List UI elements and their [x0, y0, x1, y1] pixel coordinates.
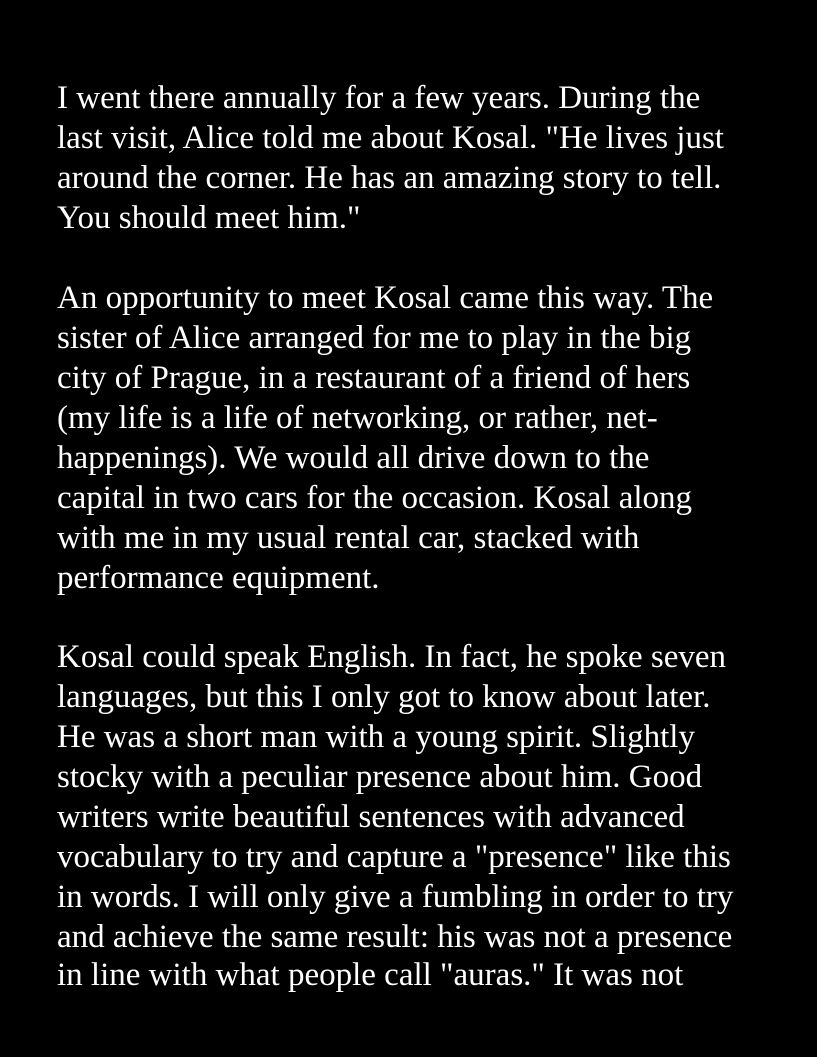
paragraph-2-line-8: performance equipment.: [57, 560, 380, 596]
paragraph-3-line-2: languages, but this I only got to know about later.: [57, 679, 711, 715]
paragraph-1-line-2: last visit, Alice told me about Kosal. "He lives just: [57, 120, 724, 156]
paragraph-2-line-5: happenings). We would all drive down to the: [57, 440, 650, 476]
paragraph-3-line-8: and achieve the same result: his was not a presence: [57, 919, 733, 955]
paragraph-2-line-6: capital in two cars for the occasion. Kosal along: [57, 480, 693, 516]
paragraph-3-line-7: in words. I will only give a fumbling in order to try: [57, 879, 734, 915]
paragraph-1-line-4: You should meet him.": [57, 200, 361, 236]
paragraph-2-line-4: (my life is a life of networking, or rather, net-: [57, 400, 658, 436]
paragraph-3-line-1: Kosal could speak English. In fact, he spoke seven: [57, 639, 726, 675]
paragraph-2-line-3: city of Prague, in a restaurant of a friend of hers: [57, 360, 691, 396]
paragraph-2-line-2: sister of Alice arranged for me to play in the big: [57, 320, 692, 356]
paragraph-2-line-1: An opportunity to meet Kosal came this way. The: [57, 280, 714, 316]
paragraph-3-line-6: vocabulary to try and capture a "presence" like this: [57, 839, 731, 875]
paragraph-1-line-1: I went there annually for a few years. During the: [57, 80, 701, 116]
paragraph-1-line-3: around the corner. He has an amazing story to tell.: [57, 160, 722, 196]
paragraph-3-line-9: in line with what people call "auras." It was not: [57, 957, 684, 993]
paragraph-2-line-7: with me in my usual rental car, stacked with: [57, 520, 640, 556]
paragraph-3-line-5: writers write beautiful sentences with advanced: [57, 799, 685, 835]
paragraph-3-line-4: stocky with a peculiar presence about him. Good: [57, 759, 703, 795]
paragraph-3-line-3: He was a short man with a young spirit. Slightly: [57, 719, 695, 755]
